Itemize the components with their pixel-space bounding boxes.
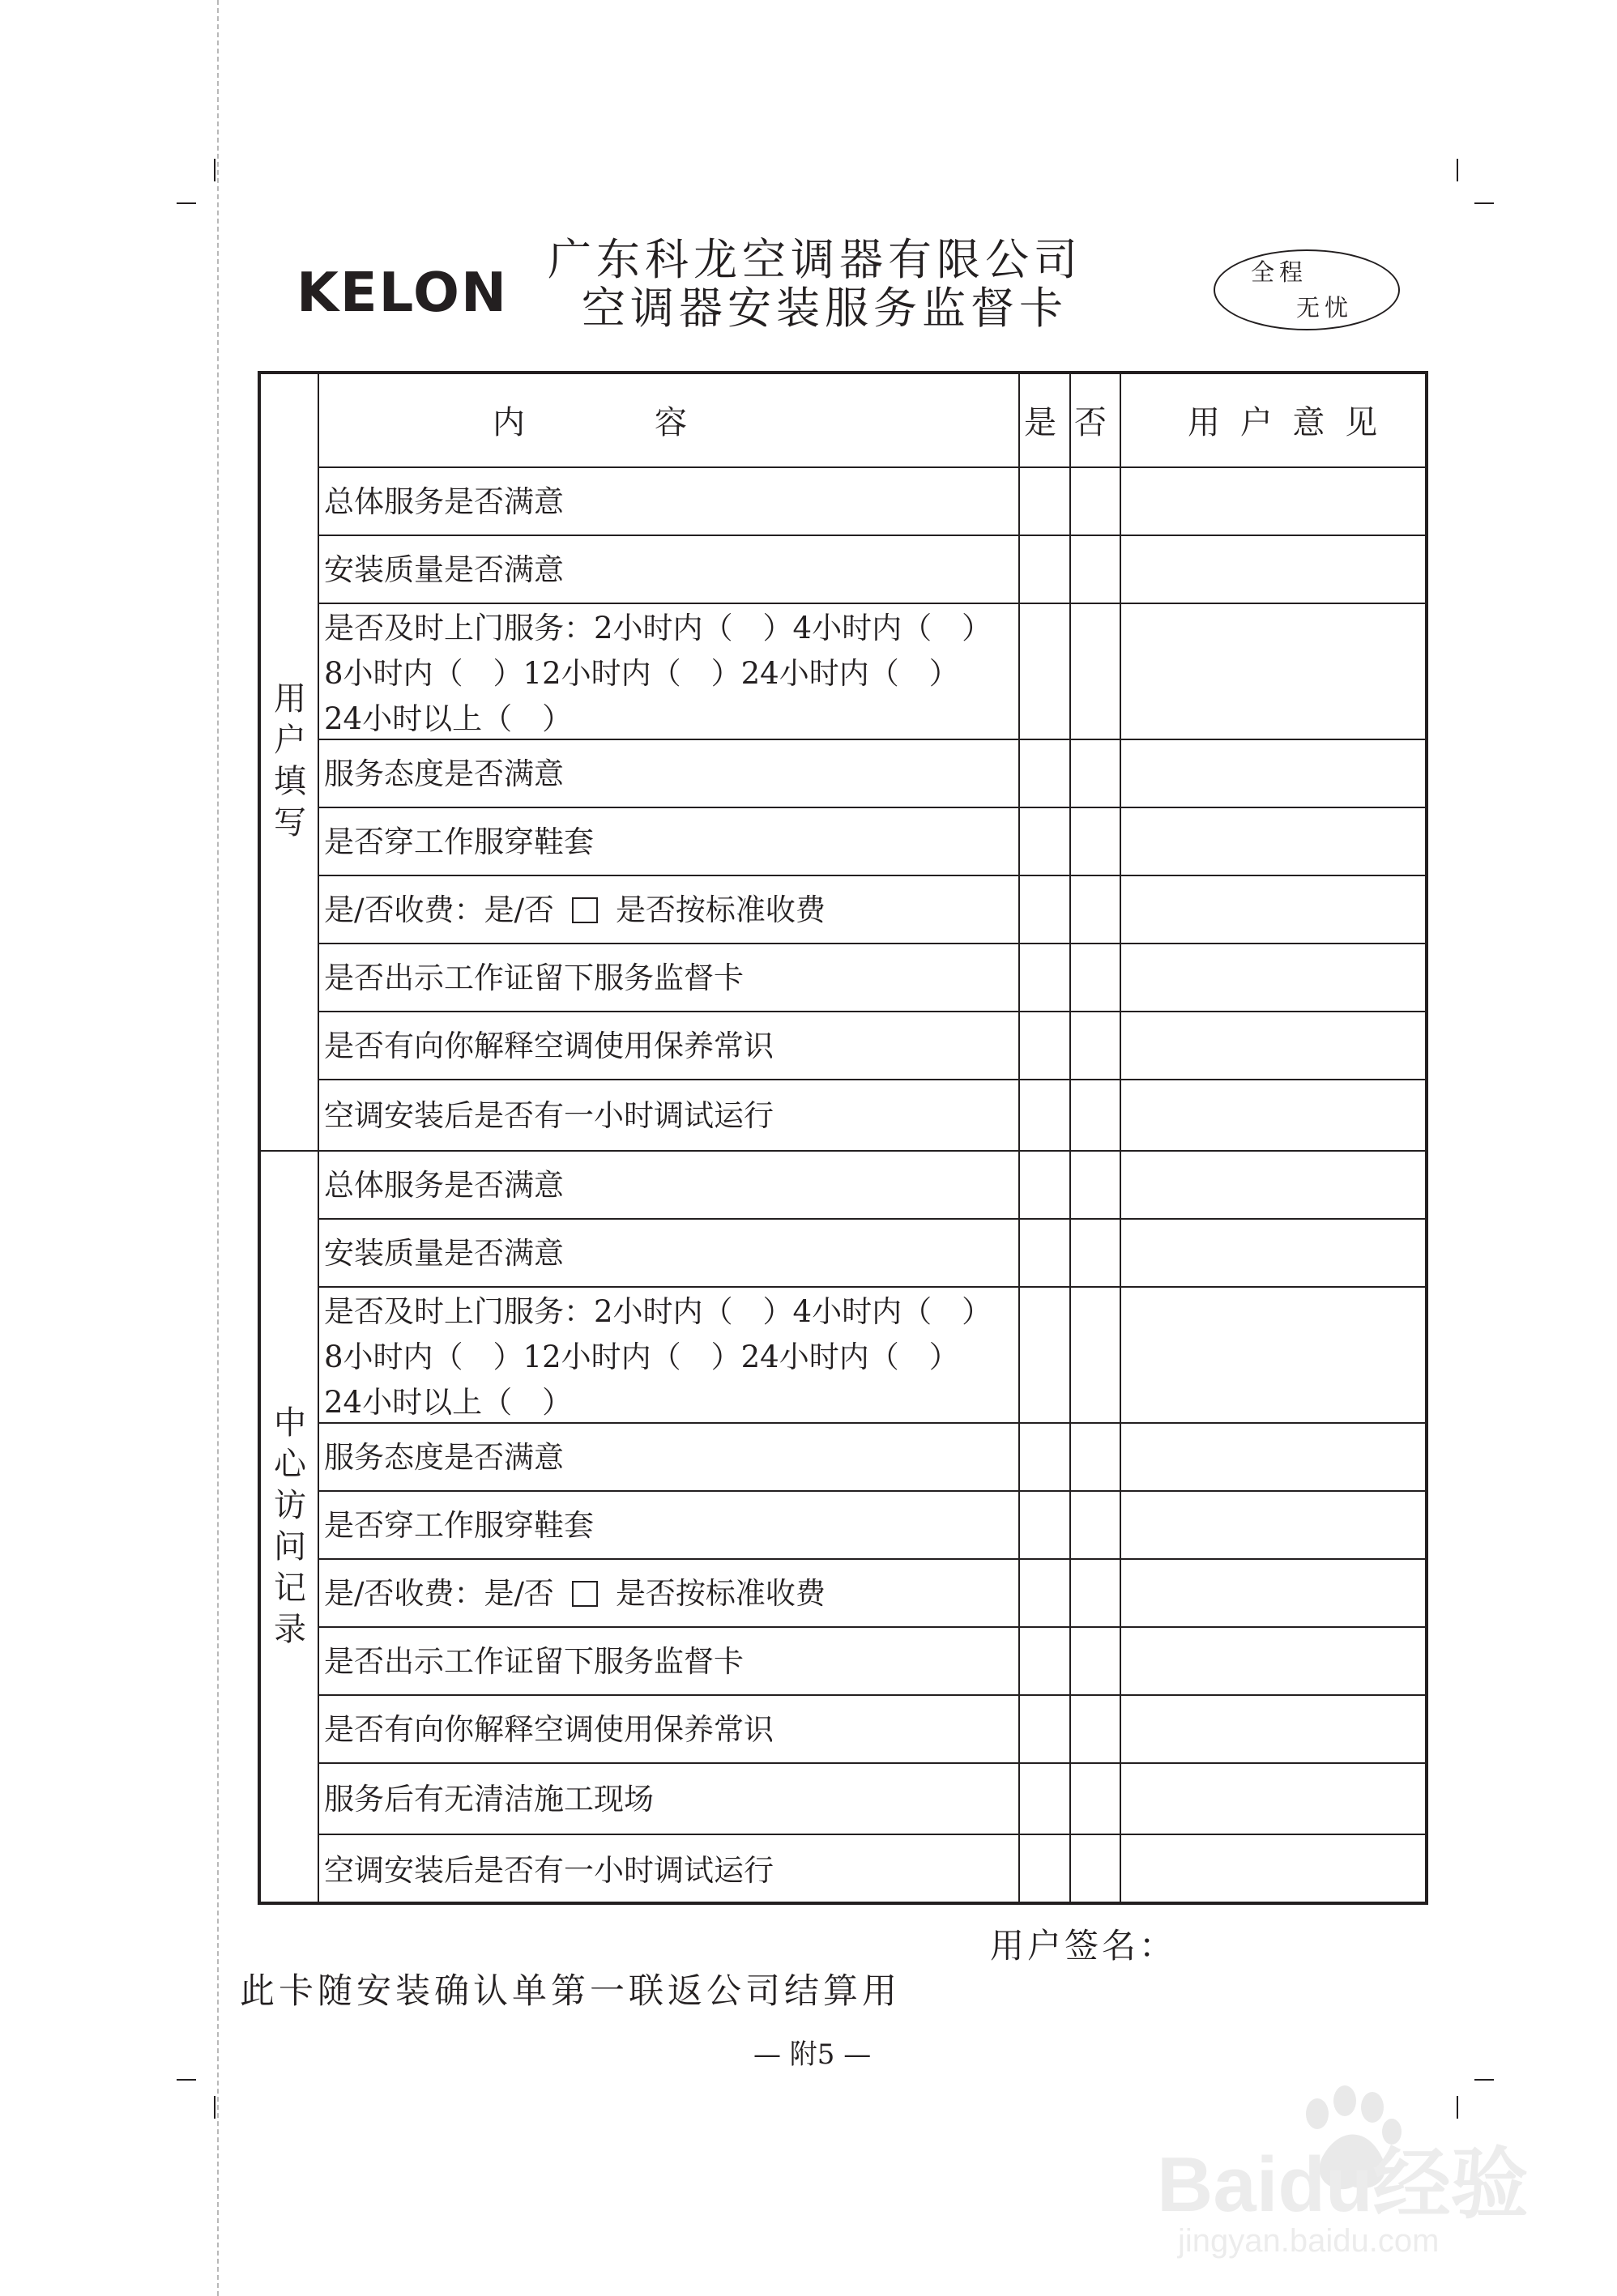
question-row: 是否出示工作证留下服务监督卡 (324, 961, 744, 995)
crop-mark (177, 2079, 196, 2081)
question-row: 空调安装后是否有一小时调试运行 (324, 1098, 774, 1133)
no-cell[interactable] (1071, 808, 1118, 873)
no-cell[interactable] (1071, 1696, 1118, 1761)
question-row: 总体服务是否满意 (324, 1168, 564, 1203)
page-number: — 附5 — (753, 2038, 872, 2071)
no-cell[interactable] (1071, 1424, 1118, 1489)
opinion-cell[interactable] (1121, 1835, 1427, 1903)
response-time-option-line: 8小时内（ ）12小时内（ ）24小时内（ ） (324, 656, 959, 691)
question-row: 总体服务是否满意 (324, 484, 564, 519)
response-time-option-line: 是否及时上门服务：2小时内（ ）4小时内（ ） (324, 611, 992, 645)
response-time-option-line: 24小时以上（ ） (324, 1385, 573, 1420)
section-label-char: 户 (274, 722, 306, 759)
yes-cell[interactable] (1020, 1492, 1068, 1557)
table-border-left (258, 371, 261, 1905)
no-cell[interactable] (1071, 1220, 1118, 1284)
yes-cell[interactable] (1020, 1835, 1068, 1903)
company-name: 广东科龙空调器有限公司 (548, 234, 1082, 285)
opinion-cell[interactable] (1121, 1012, 1427, 1077)
question-row: 是否有向你解释空调使用保养常识 (324, 1029, 774, 1063)
user-signature-label: 用户签名： (990, 1926, 1177, 1966)
column-header-content: 内 容 (493, 404, 687, 441)
section-label-char: 记 (274, 1570, 306, 1607)
opinion-cell[interactable] (1121, 1628, 1427, 1693)
yes-cell[interactable] (1020, 1012, 1068, 1077)
no-cell[interactable] (1071, 1835, 1118, 1903)
yes-cell[interactable] (1020, 536, 1068, 601)
badge-line-1: 全程 (1251, 258, 1308, 286)
opinion-cell[interactable] (1121, 1220, 1427, 1284)
crop-mark (1474, 202, 1494, 204)
opinion-cell[interactable] (1121, 1424, 1427, 1489)
fee-row (324, 892, 826, 927)
yes-cell[interactable] (1020, 1152, 1068, 1216)
crop-mark (214, 159, 215, 181)
response-time-row (324, 1289, 992, 1425)
section-label-char: 录 (274, 1611, 306, 1648)
section-label-char: 填 (274, 763, 306, 800)
yes-cell[interactable] (1020, 468, 1068, 533)
opinion-cell[interactable] (1121, 1560, 1427, 1625)
yes-cell[interactable] (1020, 1628, 1068, 1693)
watermark-url: jingyan.baidu.com (1178, 2223, 1440, 2259)
kelon-logo: KELON (297, 261, 509, 324)
badge-line-2: 无忧 (1296, 294, 1354, 322)
card-title: 空调器安装服务监督卡 (582, 283, 1068, 334)
yes-cell[interactable] (1020, 1560, 1068, 1625)
response-time-option-line: 8小时内（ ）12小时内（ ）24小时内（ ） (324, 1340, 959, 1374)
no-cell[interactable] (1071, 1080, 1118, 1148)
yes-cell[interactable] (1020, 604, 1068, 737)
no-cell[interactable] (1071, 1764, 1118, 1832)
column-header-yes: 是 (1024, 404, 1056, 441)
crop-mark (177, 202, 196, 204)
yes-cell[interactable] (1020, 876, 1068, 941)
question-row: 是否穿工作服穿鞋套 (324, 824, 594, 859)
yes-cell[interactable] (1020, 944, 1068, 1009)
no-cell[interactable] (1071, 1288, 1118, 1421)
fee-suffix: 是否按标准收费 (615, 892, 826, 927)
opinion-cell[interactable] (1121, 1152, 1427, 1216)
binding-dashed-line (217, 0, 219, 2296)
yes-cell[interactable] (1020, 1424, 1068, 1489)
opinion-cell[interactable] (1121, 876, 1427, 941)
section-label-char: 用 (274, 680, 306, 718)
section-label-char: 写 (274, 804, 306, 841)
question-row: 安装质量是否满意 (324, 1236, 564, 1271)
yes-cell[interactable] (1020, 1764, 1068, 1832)
question-row: 安装质量是否满意 (324, 552, 564, 587)
question-row: 是否有向你解释空调使用保养常识 (324, 1712, 774, 1747)
table-border-top (258, 371, 1428, 374)
opinion-cell[interactable] (1121, 740, 1427, 805)
yes-cell[interactable] (1020, 1080, 1068, 1148)
section-label-center-visit (266, 1403, 314, 1651)
yes-cell[interactable] (1020, 808, 1068, 873)
no-cell[interactable] (1071, 1012, 1118, 1077)
yes-cell[interactable] (1020, 740, 1068, 805)
fee-row (324, 1576, 826, 1611)
opinion-cell[interactable] (1121, 536, 1427, 601)
opinion-cell[interactable] (1121, 1288, 1427, 1421)
section-label-char: 中 (274, 1404, 306, 1442)
yes-cell[interactable] (1020, 1696, 1068, 1761)
opinion-cell[interactable] (1121, 808, 1427, 873)
opinion-cell[interactable] (1121, 604, 1427, 737)
no-cell[interactable] (1071, 1152, 1118, 1216)
question-row: 是否出示工作证留下服务监督卡 (324, 1644, 744, 1679)
no-cell[interactable] (1071, 604, 1118, 737)
question-row: 服务后有无清洁施工现场 (324, 1782, 654, 1817)
opinion-cell[interactable] (1121, 1764, 1427, 1832)
opinion-cell[interactable] (1121, 1080, 1427, 1148)
fee-prefix: 是/否收费：是/否 (324, 1576, 554, 1611)
baidu-paw-icon (1150, 2057, 1539, 2260)
no-cell[interactable] (1071, 468, 1118, 533)
section-label-char: 心 (274, 1446, 306, 1483)
fee-checkbox[interactable] (572, 1581, 598, 1607)
question-row: 服务态度是否满意 (324, 756, 564, 791)
question-row: 服务态度是否满意 (324, 1440, 564, 1475)
column-header-no: 否 (1074, 404, 1107, 441)
fee-checkbox[interactable] (572, 897, 598, 923)
no-cell[interactable] (1071, 944, 1118, 1009)
response-time-row (324, 606, 992, 742)
no-cell[interactable] (1071, 1628, 1118, 1693)
fee-prefix: 是/否收费：是/否 (324, 892, 554, 927)
baidu-jingyan-watermark (1150, 2057, 1539, 2260)
fee-suffix: 是否按标准收费 (615, 1576, 826, 1611)
crop-mark (1457, 159, 1458, 181)
section-label-char: 问 (274, 1528, 306, 1565)
crop-mark (214, 2096, 215, 2119)
opinion-cell[interactable] (1121, 1696, 1427, 1761)
column-header-opinion: 用 户 意 见 (1188, 404, 1383, 441)
yes-cell[interactable] (1020, 1288, 1068, 1421)
response-time-option-line: 是否及时上门服务：2小时内（ ）4小时内（ ） (324, 1294, 992, 1329)
watermark-brand: Baidu经验 (1157, 2141, 1529, 2228)
section-label-user-fill (266, 679, 314, 844)
opinion-cell[interactable] (1121, 944, 1427, 1009)
no-cell[interactable] (1071, 1560, 1118, 1625)
question-row: 是否穿工作服穿鞋套 (324, 1508, 594, 1543)
footer-note: 此卡随安装确认单第一联返公司结算用 (240, 1971, 901, 2012)
no-cell[interactable] (1071, 876, 1118, 941)
no-cell[interactable] (1071, 740, 1118, 805)
no-cell[interactable] (1071, 536, 1118, 601)
response-time-option-line: 24小时以上（ ） (324, 701, 573, 736)
opinion-cell[interactable] (1121, 468, 1427, 533)
question-row: 空调安装后是否有一小时调试运行 (324, 1853, 774, 1888)
table-column-divider (318, 371, 319, 1905)
opinion-cell[interactable] (1121, 1492, 1427, 1557)
yes-cell[interactable] (1020, 1220, 1068, 1284)
section-label-char: 访 (274, 1487, 306, 1524)
no-cell[interactable] (1071, 1492, 1118, 1557)
